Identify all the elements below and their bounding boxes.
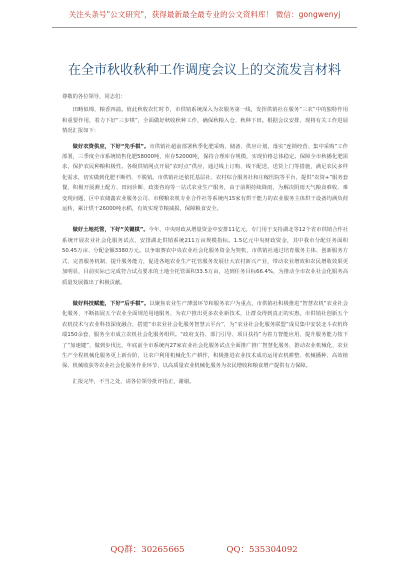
footer-contacts bbox=[0, 543, 408, 557]
paragraph-supply bbox=[62, 142, 348, 215]
paragraph-text: 田畴似锦，粮香四溢。值此秋收农忙时节，市供销系统深入为农服务第一线，发挥供销社在服务“三农”中的独特作用和重要作用，着力下好“三步棋”，全面做好秋收秋种工作，确保秋粮入仓、秋种下田。根据会议安排，现将有关工作进展情况汇报如下： bbox=[62, 107, 348, 135]
paragraph-lead: 做好科技赋能，下好“后手棋”。 bbox=[72, 300, 150, 307]
header-banner bbox=[52, 8, 357, 21]
paragraph-lead: 做好农资供应，下好“先手棋”。 bbox=[72, 143, 150, 150]
paragraph-trusteeship bbox=[62, 225, 348, 287]
qq-contact-text: QQ：535304092 bbox=[226, 545, 298, 555]
paragraph-lead: 做好土地托管，下好“关键棋”。 bbox=[72, 227, 149, 234]
document-title: 在全市秋收秋种工作调度会议上的交流发言材料 bbox=[67, 63, 341, 78]
banner-text: 关注头条号"公文研究"，获得最新最全最专业的公文资料库！ 微信：gongwenyj bbox=[68, 9, 341, 19]
paragraph-text: 今年，中央财政从增量资金中安排11亿元，专门用于支持湖北等12个省市供销合作社系统开展农业社会化服务试点，安排湖北供销系统211万亩规模指标。1.5亿元中央财政资金，其中我市分配任务面积50.45万亩、分配金额3380万元。以争取赛农中央农业社会化服务资金为契机，市供销社通过培育服务主体、创新服务方式、完善服务机制、提升服务能力，促进各地农业生产托管服务发展壮大农村新兴产业，带动农业增效和农民增收效果更加明显，目前实际已完成符合试点要求的土地全托管面积33.5万亩，达到任务目标66.4%，为推动全市农业社会化服务高质量发展做出了积极贡献。 bbox=[62, 227, 348, 286]
greeting: 尊敬的各位领导，同志们： bbox=[62, 94, 126, 100]
closing-remark: 汇报完毕，不当之处，请各位领导批评指正，谢谢。 bbox=[72, 378, 195, 385]
paragraph-text: 以聚焦农业生产薄弱环节和服务农户为重点，市供销社积极推进“智慧农机”农业社会化服务，不断拓展五个农业全面规范用地服务，为农户推出更多农业新技术，让群众得到真正的实惠。市供销社创新五个农机技术与农业科技深度融合，搭建“市农业社会化服务智慧云平台”，为“农业社会化服务联盟”成员集中安装北斗农机终端150余套，服务全市成立农机社会化服务组织。“政府支持、部门引导、项目扶持”为着力智能应用、提升服务能力按下了“加速键”，做到步伐比，年底前全市系统内27家农业社会化服务试点全面推广推广智慧化服务，推动农业机械化、农业生产全程机械化服务更上新台阶，让农户利用机械化生产耕作，积极推进农业技术成功运用农机耕整、机械播种、高效植保、机械收获等农业社会化服务作业环节，以高质量农业机械化服务为农民增收和粮食增产提供有力保障。 bbox=[62, 300, 348, 370]
document-body bbox=[62, 92, 348, 392]
paragraph-intro bbox=[62, 105, 348, 136]
qq-group-text: QQ群：30265665 bbox=[110, 545, 185, 555]
paragraph-text: 市供销社超前部署秋季化肥采购、储备、供应计划，落实“连锁经营、集中采购”工作部署，三季度全市系统销售化肥58000吨，库存52000吨，保持合理库存规模，实现价格总体稳定。保障全市秋播化肥需求，保护农民种粮积极性。各级供销网点开展“农时点”供应，通过线上订购、线下配送，送货上门等措施，满足农民多样化需求，切实做到化肥不断档、不脱销。市供销社还依托基层社、农村综合服务社和庄稼医院等平台，提供“农资+”服务套餐，积极开展测土配方、田间诊断、政策咨询等一站式农业生产服务，由于前期持续降雨，为解决阴雨天气粮食难收、难变现问题，区中农储鑫农业服务公司、市稷粮农机专业合作社等系统内15家有烘干能力的农业服务主体烘干设备均满负荷运转，累计烘干26000吨水稻，有效实现节粮减损，保障粮食安全。 bbox=[62, 143, 348, 213]
paragraph-technology bbox=[62, 299, 348, 372]
header-divider bbox=[52, 27, 357, 28]
